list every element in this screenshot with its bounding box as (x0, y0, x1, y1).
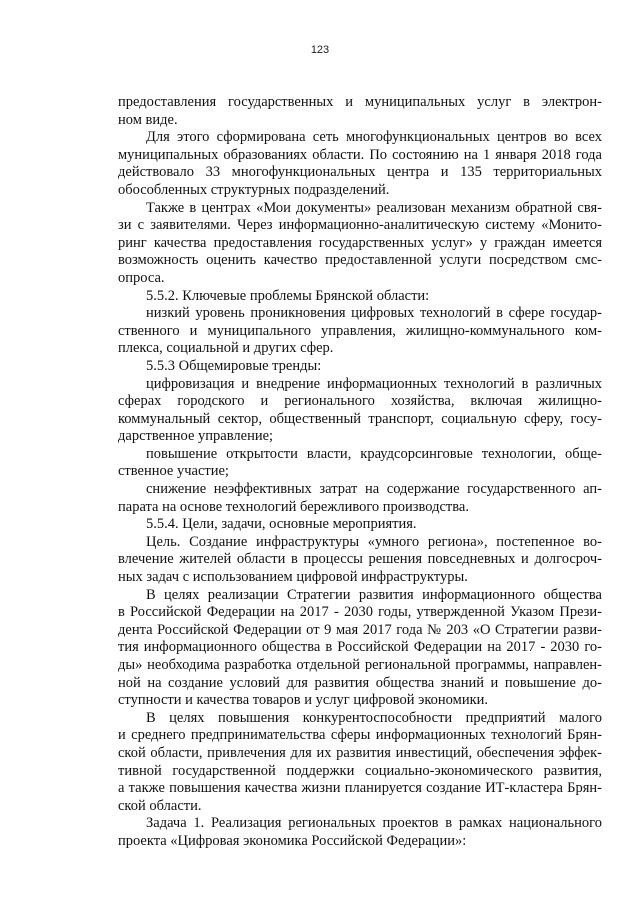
text-line: Задача 1. Реализация региональных проектов в рамках национального (146, 815, 602, 832)
text-line: ды» необходима разработка отдельной региональной программы, направлен- (118, 657, 602, 673)
text-line: В целях повышения конкурентоспособности предприятий малого (146, 709, 602, 726)
text-line: и среднего предпринимательства сферы информационных технологий Брян- (118, 727, 602, 744)
text-line: ской области, привлечения для их развития инвестиций, обеспечения эффек- (118, 744, 602, 761)
document-body (118, 94, 602, 851)
text-line: возможность оценить качество предоставленной услуги посредством смс- (118, 252, 602, 269)
text-line: опроса. (118, 269, 165, 286)
text-line: дарственное управление; (118, 428, 274, 445)
text-line: ственное участие; (118, 463, 229, 480)
page-number: 123 (310, 44, 330, 56)
text-line: плекса, социальной и других сфер. (118, 340, 334, 357)
text-line: влечение жителей области в процессы решения повседневных и долгосроч- (118, 551, 602, 568)
text-line: 5.5.2. Ключевые проблемы Брянской области: (146, 287, 430, 304)
text-line: дента Российской Федерации от 9 мая 2017 года № 203 «О Стратегии разви- (118, 621, 602, 638)
text-line: а также повышения качества жизни планируется создание ИТ-кластера Брян- (118, 780, 602, 797)
text-line: низкий уровень проникновения цифровых технологий в сфере государ- (146, 305, 602, 322)
text-line: В целях реализации Стратегии развития информационного общества (146, 586, 602, 603)
text-line: тия информационного общества в Российской Федерации на 2017 - 2030 го- (118, 639, 602, 656)
text-line: предоставления государственных и муниципальных услуг в электрон- (118, 94, 602, 110)
text-line: сферах городского и регионального хозяйства, включая жилищно- (118, 393, 602, 410)
text-line: Для этого сформирована сеть многофункциональных центров во всех (146, 129, 602, 146)
text-line: снижение неэффективных затрат на содержание государственного ап- (146, 481, 602, 498)
text-line: обособленных структурных подразделений. (118, 181, 390, 198)
text-line: действовало 33 многофункциональных центра и 135 территориальных (118, 164, 602, 181)
text-line: ственного и муниципального управления, жилищно-коммунального ком- (118, 322, 602, 339)
text-line: коммунальный сектор, общественный транспорт, социальную сферу, госу- (118, 410, 602, 427)
text-line: 5.5.4. Цели, задачи, основные мероприятия. (146, 516, 417, 533)
text-line: зи с заявителями. Через информационно-аналитическую систему «Монито- (118, 217, 602, 234)
text-line: ринг качества предоставления государственных услуг» у граждан имеется (118, 234, 602, 251)
text-line: ных задач с использованием цифровой инфраструктуры. (118, 569, 468, 586)
text-line: повышение открытости власти, краудсорсинговые технологии, обще- (146, 445, 602, 462)
text-line: ном виде. (118, 111, 178, 128)
text-line: парата на основе технологий бережливого производства. (118, 498, 469, 515)
text-line: ской области. (118, 797, 202, 814)
text-line: цифровизация и внедрение информационных технологий в различных (146, 375, 602, 392)
text-line: 5.5.3 Общемировые тренды: (146, 357, 322, 374)
text-line: Также в центрах «Мои документы» реализован механизм обратной свя- (146, 199, 602, 216)
text-line: проекта «Цифровая экономика Российской Федерации»: (118, 832, 467, 849)
text-line: тивной государственной поддержки социально-экономического развития, (118, 762, 602, 779)
text-line: ступности и качества товаров и услуг цифровой экономики. (118, 692, 489, 709)
text-line: муниципальных образованиях области. По состоянию на 1 января 2018 года (118, 146, 602, 163)
text-line: ной на создание условий для развития общества знаний и повышение до- (118, 674, 602, 691)
text-line: в Российской Федерации на 2017 - 2030 годы, утвержденной Указом Прези- (118, 604, 602, 621)
text-line: Цель. Создание инфраструктуры «умного региона», постепенное во- (146, 533, 602, 550)
